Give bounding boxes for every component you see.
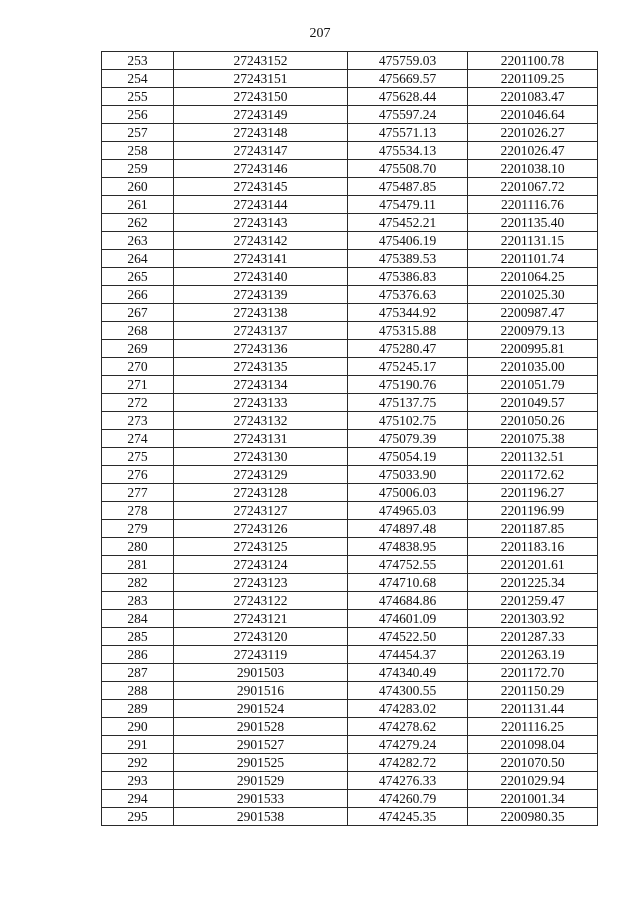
- coordinates-table: [101, 51, 598, 826]
- table-row: [102, 268, 598, 286]
- point-number-cell: 273: [102, 412, 174, 430]
- point-id-cell: 27243142: [174, 232, 348, 250]
- table-row: [102, 214, 598, 232]
- x-coordinate-cell: 475571.13: [348, 124, 468, 142]
- page-number: 207: [309, 26, 331, 41]
- point-number-cell: 295: [102, 808, 174, 826]
- x-coordinate-cell: 474260.79: [348, 790, 468, 808]
- point-number-cell: 276: [102, 466, 174, 484]
- y-coordinate-cell: 2201049.57: [468, 394, 598, 412]
- point-id-cell: 27243127: [174, 502, 348, 520]
- y-coordinate-cell: 2201070.50: [468, 754, 598, 772]
- table-row: [102, 250, 598, 268]
- x-coordinate-cell: 474454.37: [348, 646, 468, 664]
- y-coordinate-cell: 2201109.25: [468, 70, 598, 88]
- point-number-cell: 281: [102, 556, 174, 574]
- x-coordinate-cell: 475137.75: [348, 394, 468, 412]
- table-row: [102, 142, 598, 160]
- point-number-cell: 268: [102, 322, 174, 340]
- y-coordinate-cell: 2201172.62: [468, 466, 598, 484]
- x-coordinate-cell: 474965.03: [348, 502, 468, 520]
- x-coordinate-cell: 475406.19: [348, 232, 468, 250]
- y-coordinate-cell: 2201201.61: [468, 556, 598, 574]
- y-coordinate-cell: 2201101.74: [468, 250, 598, 268]
- point-number-cell: 294: [102, 790, 174, 808]
- x-coordinate-cell: 475190.76: [348, 376, 468, 394]
- point-id-cell: 27243150: [174, 88, 348, 106]
- point-number-cell: 256: [102, 106, 174, 124]
- x-coordinate-cell: 474276.33: [348, 772, 468, 790]
- y-coordinate-cell: 2201150.29: [468, 682, 598, 700]
- point-id-cell: 27243138: [174, 304, 348, 322]
- y-coordinate-cell: 2201132.51: [468, 448, 598, 466]
- x-coordinate-cell: 474752.55: [348, 556, 468, 574]
- table-row: [102, 790, 598, 808]
- point-id-cell: 2901527: [174, 736, 348, 754]
- table-row: [102, 286, 598, 304]
- y-coordinate-cell: 2201196.99: [468, 502, 598, 520]
- table-row: [102, 52, 598, 70]
- table-row: [102, 808, 598, 826]
- point-id-cell: 2901503: [174, 664, 348, 682]
- point-id-cell: 27243126: [174, 520, 348, 538]
- point-number-cell: 293: [102, 772, 174, 790]
- table-row: [102, 124, 598, 142]
- table-row: [102, 664, 598, 682]
- point-id-cell: 27243124: [174, 556, 348, 574]
- y-coordinate-cell: 2201067.72: [468, 178, 598, 196]
- x-coordinate-cell: 475534.13: [348, 142, 468, 160]
- point-id-cell: 27243131: [174, 430, 348, 448]
- y-coordinate-cell: 2201131.15: [468, 232, 598, 250]
- table-row: [102, 610, 598, 628]
- y-coordinate-cell: 2201038.10: [468, 160, 598, 178]
- point-number-cell: 270: [102, 358, 174, 376]
- x-coordinate-cell: 474245.35: [348, 808, 468, 826]
- x-coordinate-cell: 474897.48: [348, 520, 468, 538]
- table-row: [102, 394, 598, 412]
- y-coordinate-cell: 2201135.40: [468, 214, 598, 232]
- x-coordinate-cell: 475669.57: [348, 70, 468, 88]
- y-coordinate-cell: 2201187.85: [468, 520, 598, 538]
- y-coordinate-cell: 2201029.94: [468, 772, 598, 790]
- point-number-cell: 288: [102, 682, 174, 700]
- table-row: [102, 736, 598, 754]
- point-number-cell: 262: [102, 214, 174, 232]
- table-row: [102, 340, 598, 358]
- x-coordinate-cell: 475597.24: [348, 106, 468, 124]
- y-coordinate-cell: 2201026.27: [468, 124, 598, 142]
- table-row: [102, 232, 598, 250]
- y-coordinate-cell: 2201050.26: [468, 412, 598, 430]
- point-number-cell: 261: [102, 196, 174, 214]
- table-row: [102, 646, 598, 664]
- x-coordinate-cell: 475386.83: [348, 268, 468, 286]
- point-number-cell: 291: [102, 736, 174, 754]
- y-coordinate-cell: 2201225.34: [468, 574, 598, 592]
- y-coordinate-cell: 2201025.30: [468, 286, 598, 304]
- y-coordinate-cell: 2201100.78: [468, 52, 598, 70]
- x-coordinate-cell: 475628.44: [348, 88, 468, 106]
- y-coordinate-cell: 2201083.47: [468, 88, 598, 106]
- point-id-cell: 27243125: [174, 538, 348, 556]
- table-row: [102, 574, 598, 592]
- point-number-cell: 267: [102, 304, 174, 322]
- table-row: [102, 430, 598, 448]
- y-coordinate-cell: 2201287.33: [468, 628, 598, 646]
- y-coordinate-cell: 2201026.47: [468, 142, 598, 160]
- point-id-cell: 2901524: [174, 700, 348, 718]
- table-row: [102, 448, 598, 466]
- point-id-cell: 27243146: [174, 160, 348, 178]
- point-number-cell: 265: [102, 268, 174, 286]
- y-coordinate-cell: 2201116.76: [468, 196, 598, 214]
- table-row: [102, 196, 598, 214]
- table-row: [102, 106, 598, 124]
- point-id-cell: 27243145: [174, 178, 348, 196]
- table-row: [102, 484, 598, 502]
- point-id-cell: 2901528: [174, 718, 348, 736]
- x-coordinate-cell: 475079.39: [348, 430, 468, 448]
- y-coordinate-cell: 2200995.81: [468, 340, 598, 358]
- x-coordinate-cell: 475344.92: [348, 304, 468, 322]
- x-coordinate-cell: 474278.62: [348, 718, 468, 736]
- table-row: [102, 556, 598, 574]
- point-number-cell: 253: [102, 52, 174, 70]
- table-row: [102, 538, 598, 556]
- table-row: [102, 466, 598, 484]
- point-id-cell: 27243123: [174, 574, 348, 592]
- point-id-cell: 27243140: [174, 268, 348, 286]
- x-coordinate-cell: 474684.86: [348, 592, 468, 610]
- x-coordinate-cell: 475006.03: [348, 484, 468, 502]
- point-id-cell: 2901529: [174, 772, 348, 790]
- point-number-cell: 292: [102, 754, 174, 772]
- x-coordinate-cell: 475245.17: [348, 358, 468, 376]
- point-number-cell: 257: [102, 124, 174, 142]
- y-coordinate-cell: 2201035.00: [468, 358, 598, 376]
- point-number-cell: 287: [102, 664, 174, 682]
- table-row: [102, 70, 598, 88]
- point-number-cell: 259: [102, 160, 174, 178]
- point-id-cell: 27243149: [174, 106, 348, 124]
- point-id-cell: 27243144: [174, 196, 348, 214]
- table-row: [102, 772, 598, 790]
- table-row: [102, 376, 598, 394]
- x-coordinate-cell: 475452.21: [348, 214, 468, 232]
- y-coordinate-cell: 2201183.16: [468, 538, 598, 556]
- x-coordinate-cell: 474283.02: [348, 700, 468, 718]
- point-number-cell: 258: [102, 142, 174, 160]
- x-coordinate-cell: 474340.49: [348, 664, 468, 682]
- y-coordinate-cell: 2201046.64: [468, 106, 598, 124]
- point-number-cell: 279: [102, 520, 174, 538]
- table-row: [102, 700, 598, 718]
- y-coordinate-cell: 2201075.38: [468, 430, 598, 448]
- point-number-cell: 255: [102, 88, 174, 106]
- x-coordinate-cell: 475389.53: [348, 250, 468, 268]
- point-id-cell: 2901538: [174, 808, 348, 826]
- point-id-cell: 27243120: [174, 628, 348, 646]
- x-coordinate-cell: 474838.95: [348, 538, 468, 556]
- point-id-cell: 27243129: [174, 466, 348, 484]
- point-number-cell: 254: [102, 70, 174, 88]
- table-row: [102, 358, 598, 376]
- point-id-cell: 27243148: [174, 124, 348, 142]
- point-number-cell: 260: [102, 178, 174, 196]
- point-id-cell: 2901533: [174, 790, 348, 808]
- point-id-cell: 2901516: [174, 682, 348, 700]
- x-coordinate-cell: 474601.09: [348, 610, 468, 628]
- point-id-cell: 27243137: [174, 322, 348, 340]
- y-coordinate-cell: 2200980.35: [468, 808, 598, 826]
- x-coordinate-cell: 475759.03: [348, 52, 468, 70]
- table-row: [102, 412, 598, 430]
- point-id-cell: 27243135: [174, 358, 348, 376]
- point-id-cell: 27243130: [174, 448, 348, 466]
- point-id-cell: 2901525: [174, 754, 348, 772]
- table-row: [102, 304, 598, 322]
- point-id-cell: 27243143: [174, 214, 348, 232]
- table-row: [102, 178, 598, 196]
- table-row: [102, 754, 598, 772]
- table-row: [102, 628, 598, 646]
- point-number-cell: 289: [102, 700, 174, 718]
- point-id-cell: 27243128: [174, 484, 348, 502]
- table-row: [102, 160, 598, 178]
- y-coordinate-cell: 2201303.92: [468, 610, 598, 628]
- x-coordinate-cell: 475315.88: [348, 322, 468, 340]
- table-row: [102, 682, 598, 700]
- point-number-cell: 277: [102, 484, 174, 502]
- table-row: [102, 502, 598, 520]
- point-id-cell: 27243121: [174, 610, 348, 628]
- x-coordinate-cell: 474710.68: [348, 574, 468, 592]
- x-coordinate-cell: 475376.63: [348, 286, 468, 304]
- x-coordinate-cell: 475280.47: [348, 340, 468, 358]
- x-coordinate-cell: 474300.55: [348, 682, 468, 700]
- y-coordinate-cell: 2201196.27: [468, 484, 598, 502]
- x-coordinate-cell: 474282.72: [348, 754, 468, 772]
- point-number-cell: 284: [102, 610, 174, 628]
- y-coordinate-cell: 2201051.79: [468, 376, 598, 394]
- y-coordinate-cell: 2200987.47: [468, 304, 598, 322]
- point-id-cell: 27243139: [174, 286, 348, 304]
- y-coordinate-cell: 2201131.44: [468, 700, 598, 718]
- point-number-cell: 282: [102, 574, 174, 592]
- point-number-cell: 263: [102, 232, 174, 250]
- point-number-cell: 280: [102, 538, 174, 556]
- x-coordinate-cell: 475102.75: [348, 412, 468, 430]
- point-id-cell: 27243136: [174, 340, 348, 358]
- coordinates-table-body: [102, 52, 598, 826]
- x-coordinate-cell: 475479.11: [348, 196, 468, 214]
- point-number-cell: 278: [102, 502, 174, 520]
- point-id-cell: 27243152: [174, 52, 348, 70]
- point-id-cell: 27243141: [174, 250, 348, 268]
- point-number-cell: 272: [102, 394, 174, 412]
- y-coordinate-cell: 2200979.13: [468, 322, 598, 340]
- y-coordinate-cell: 2201001.34: [468, 790, 598, 808]
- y-coordinate-cell: 2201263.19: [468, 646, 598, 664]
- x-coordinate-cell: 474522.50: [348, 628, 468, 646]
- point-number-cell: 274: [102, 430, 174, 448]
- point-number-cell: 290: [102, 718, 174, 736]
- point-id-cell: 27243147: [174, 142, 348, 160]
- y-coordinate-cell: 2201116.25: [468, 718, 598, 736]
- point-id-cell: 27243151: [174, 70, 348, 88]
- x-coordinate-cell: 475033.90: [348, 466, 468, 484]
- point-number-cell: 264: [102, 250, 174, 268]
- x-coordinate-cell: 475487.85: [348, 178, 468, 196]
- y-coordinate-cell: 2201259.47: [468, 592, 598, 610]
- point-number-cell: 269: [102, 340, 174, 358]
- table-row: [102, 592, 598, 610]
- point-number-cell: 286: [102, 646, 174, 664]
- x-coordinate-cell: 474279.24: [348, 736, 468, 754]
- point-number-cell: 283: [102, 592, 174, 610]
- y-coordinate-cell: 2201172.70: [468, 664, 598, 682]
- y-coordinate-cell: 2201098.04: [468, 736, 598, 754]
- y-coordinate-cell: 2201064.25: [468, 268, 598, 286]
- x-coordinate-cell: 475508.70: [348, 160, 468, 178]
- table-row: [102, 718, 598, 736]
- point-id-cell: 27243122: [174, 592, 348, 610]
- table-row: [102, 322, 598, 340]
- table-row: [102, 520, 598, 538]
- point-id-cell: 27243119: [174, 646, 348, 664]
- point-id-cell: 27243133: [174, 394, 348, 412]
- point-number-cell: 271: [102, 376, 174, 394]
- table-row: [102, 88, 598, 106]
- point-number-cell: 266: [102, 286, 174, 304]
- point-number-cell: 285: [102, 628, 174, 646]
- x-coordinate-cell: 475054.19: [348, 448, 468, 466]
- point-id-cell: 27243134: [174, 376, 348, 394]
- point-id-cell: 27243132: [174, 412, 348, 430]
- point-number-cell: 275: [102, 448, 174, 466]
